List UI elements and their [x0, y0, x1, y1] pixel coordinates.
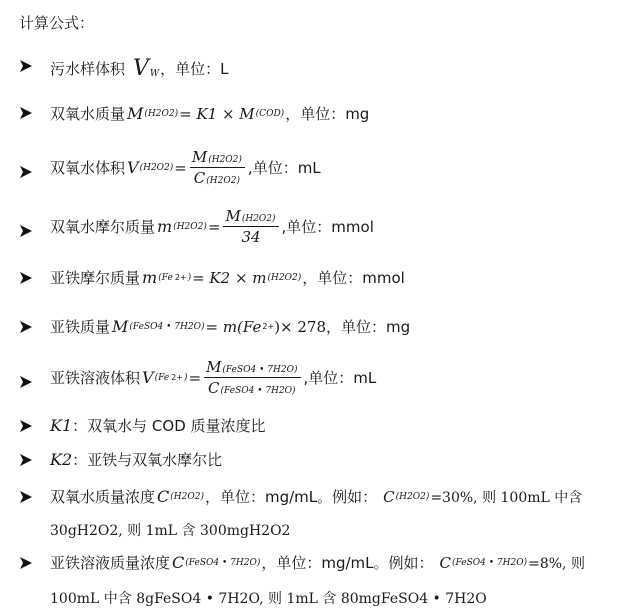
arrow-bullet-icon: [19, 224, 33, 238]
arrow-bullet-icon: [19, 453, 33, 467]
fraction: $\frac{M(H2O2)}{34}$: [223, 207, 278, 246]
arrow-bullet-icon: [19, 271, 33, 285]
arrow-bullet-icon: [19, 59, 33, 73]
fraction: $\frac{\text{M(FeSO4 • 7H2O)}}{\text{C(FeSO4 • 7H2O)}}$: [204, 358, 300, 397]
list-item: 亚铁质量 M (FeSO4 • 7H2O) = m(Fe 2+ )× 278 ，单位：mg: [0, 310, 642, 350]
list-item: 亚铁溶液体积 V (Fe 2+ ) = $\frac{\text{M(FeSO4 • 7H2O)}}{\text{C(FeSO4 • 7H2O)}}$ ,单位：mL: [0, 358, 642, 398]
list-item: 亚铁摩尔质量 m (Fe 2+ ) = K2 × m (H2O2) ，单位：mmol: [0, 262, 642, 302]
list-item: K1 ：双氧水与 COD 质量浓度比: [0, 412, 642, 452]
list-item: K2 ：亚铁与双氧水摩尔比: [0, 446, 642, 486]
arrow-bullet-icon: [19, 556, 33, 570]
arrow-bullet-icon: [19, 490, 33, 504]
fraction: $\frac{M(H2O2)}{C(H2O2)}$: [190, 148, 245, 187]
list-item: 双氧水质量浓度 C (H2O2) ，单位：mg/mL。例如： C (H2O2) =30%, 则 100mL 中含 30gH2O2, 则 1mL 含 300mgH2O2: [0, 484, 642, 546]
list-item: 双氧水体积 V (H2O2) = $\frac{M(H2O2)}{C(H2O2)}$ ,单位：mL: [0, 148, 642, 188]
arrow-bullet-icon: [19, 375, 33, 389]
page-title: 计算公式：: [19, 14, 95, 32]
list-item: 双氧水质量 M (H2O2) = K1 × M (COD) ，单位：mg: [0, 93, 642, 133]
arrow-bullet-icon: [19, 419, 33, 433]
arrow-bullet-icon: [19, 165, 33, 179]
list-item: 亚铁溶液质量浓度 C (FeSO4 • 7H2O) ，单位：mg/mL。例如： C (FeSO4 • 7H2O) =8%, 则 100mL 中含 8gFeSO4 • 7H2O, 则 1mL 含 80mgFeSO4 • 7H2O: [0, 550, 642, 612]
arrow-bullet-icon: [19, 106, 33, 120]
list-item: 污水样体积 V W ，单位：L: [0, 48, 642, 88]
list-item: 双氧水摩尔质量 m (H2O2) = $\frac{M(H2O2)}{34}$ ,单位：mmol: [0, 207, 642, 247]
arrow-bullet-icon: [19, 320, 33, 334]
